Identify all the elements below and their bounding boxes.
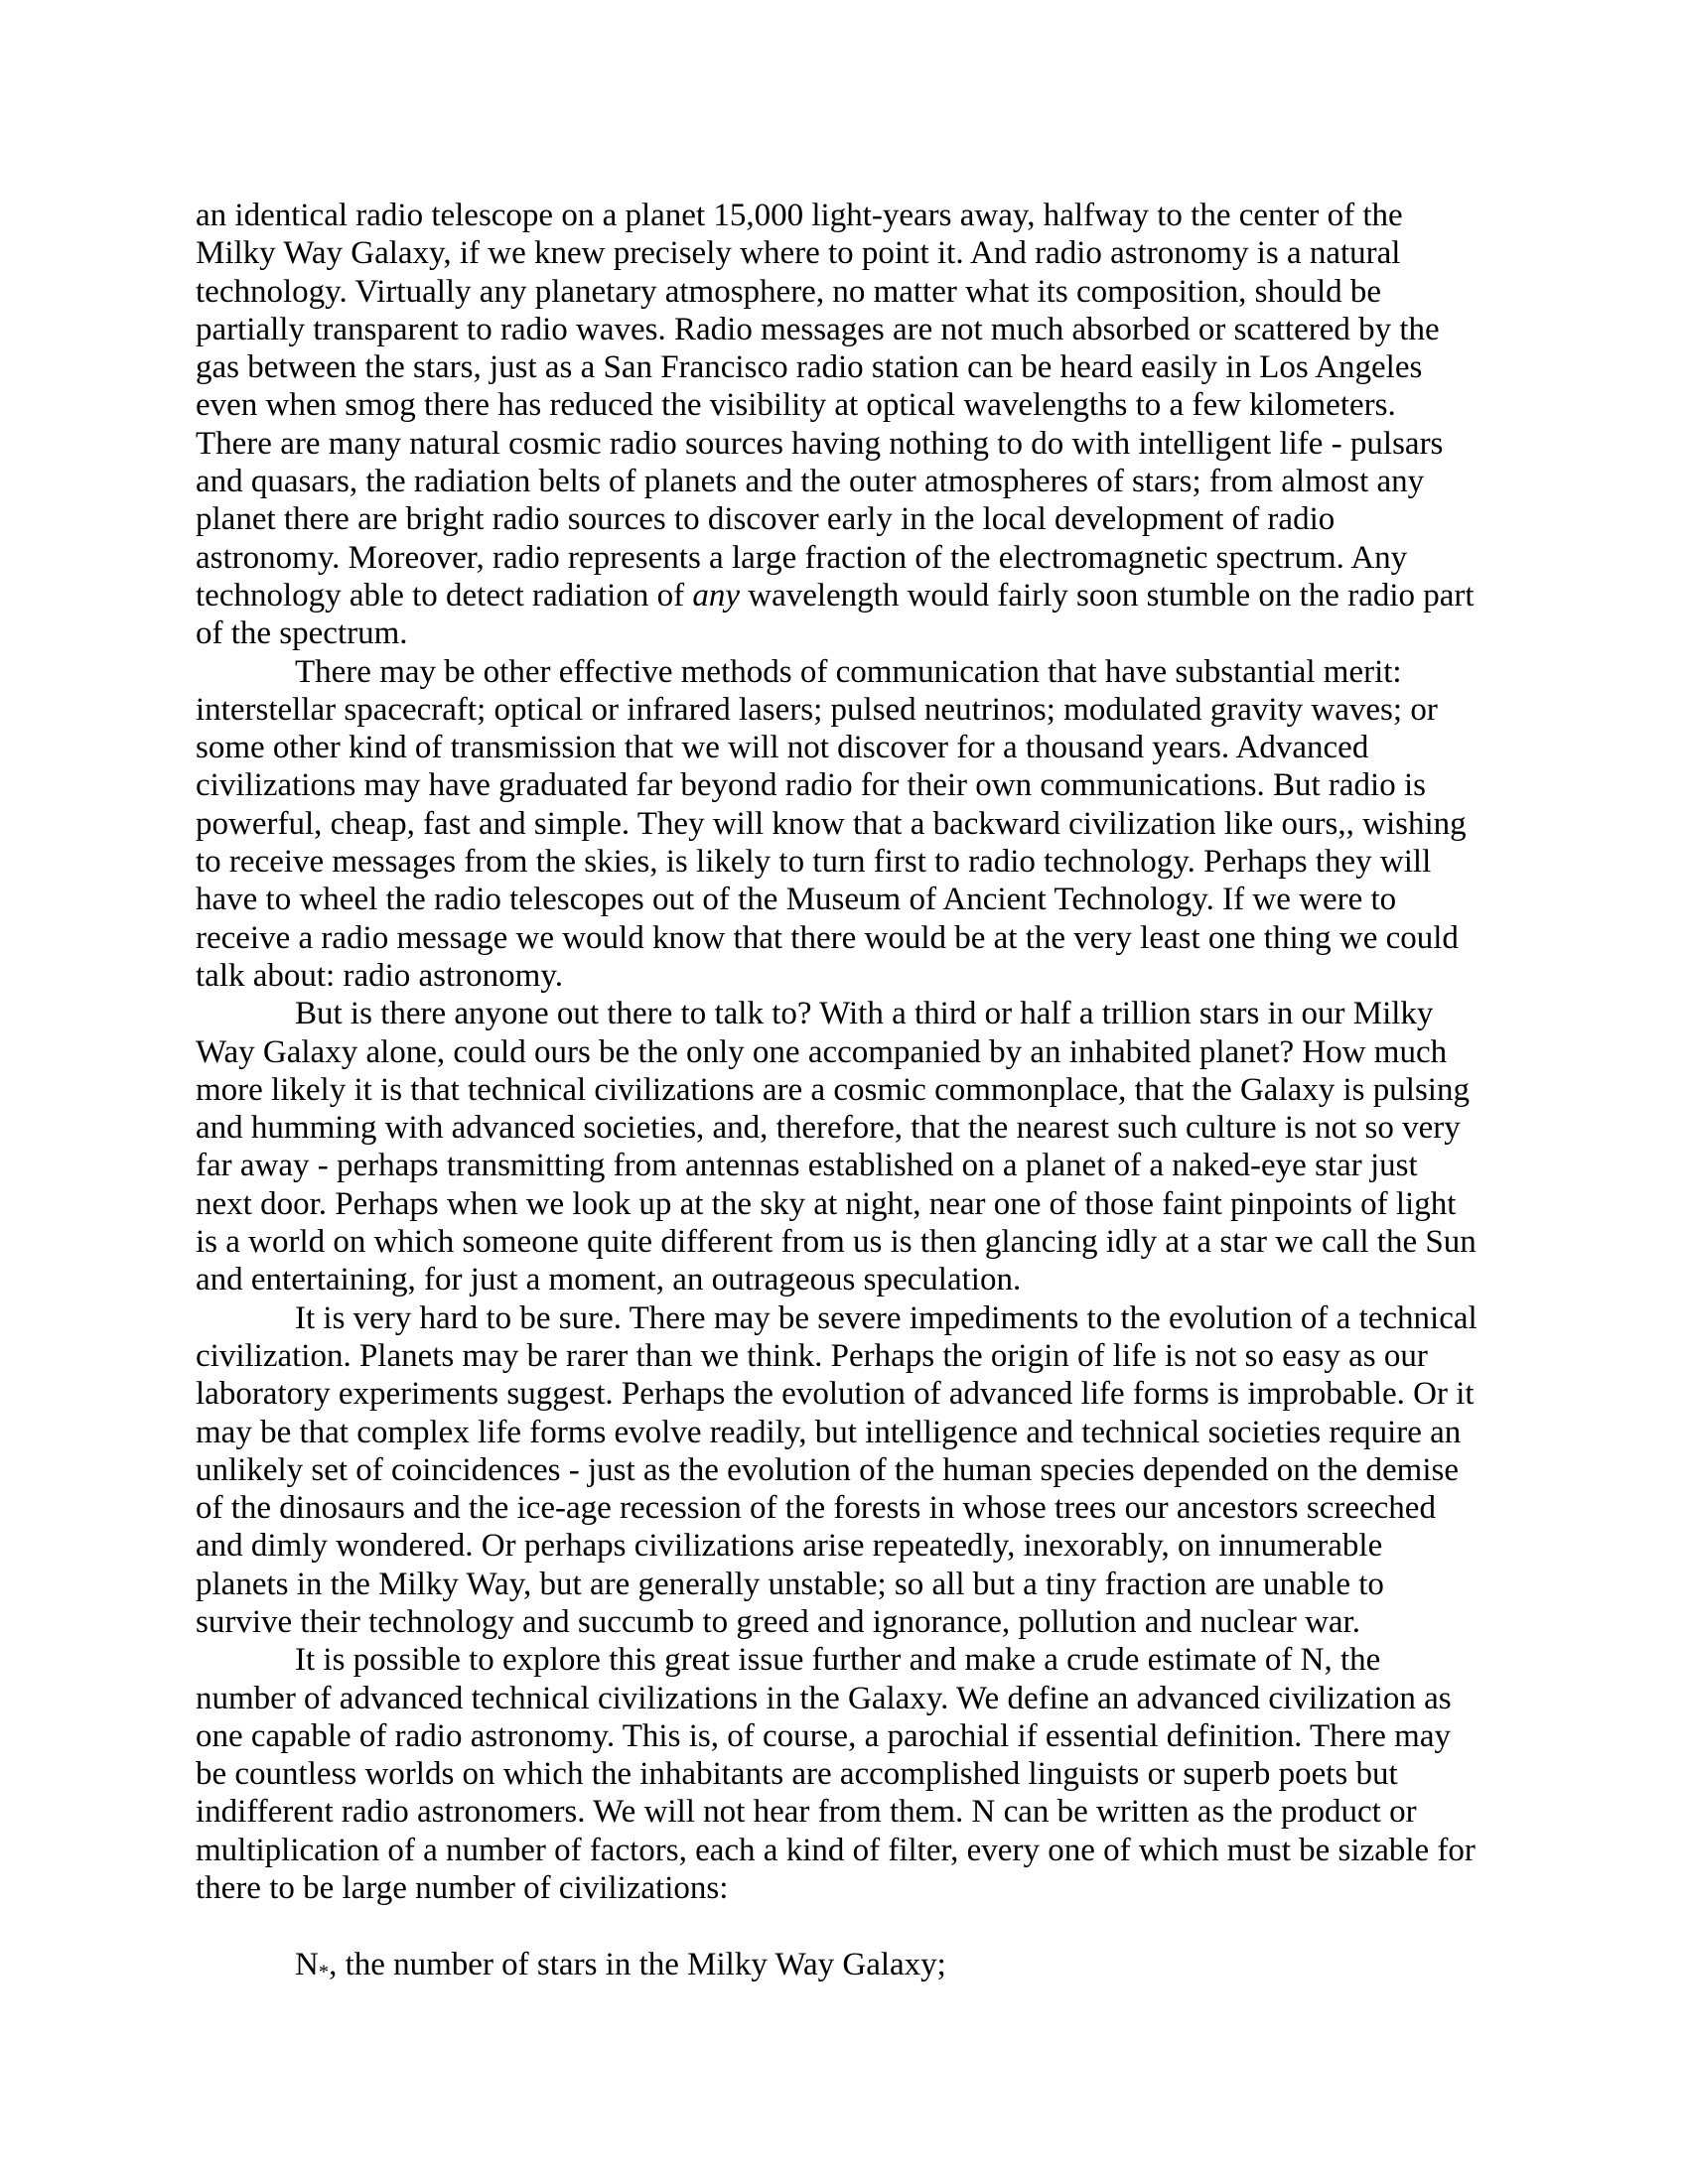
text-line: survive their technology and succumb to greed and ignorance, pollution and nuclear war. (196, 1603, 1360, 1640)
text-line: and quasars, the radiation belts of planets and the outer atmospheres of stars; from almost any (196, 464, 1425, 500)
text-line: laboratory experiments suggest. Perhaps the evolution of advanced life forms is improbable. Or it (196, 1376, 1475, 1413)
paragraph (196, 197, 1506, 653)
text-segment: , the number of stars in the Milky Way Galaxy; (329, 1946, 946, 1982)
text-line: one capable of radio astronomy. This is, of course, a parochial if essential definition. There may (196, 1717, 1451, 1754)
text-line: and humming with advanced societies, and, therefore, that the nearest such culture is not so very (196, 1110, 1461, 1147)
text-line (196, 577, 1506, 614)
paragraph (196, 1641, 1506, 1907)
text-line: may be that complex life forms evolve readily, but intelligence and technical societies require an (196, 1414, 1462, 1450)
text-line (196, 1946, 1506, 1991)
text-line: far away - perhaps transmitting from antennas established on a planet of a naked-eye star just (196, 1148, 1418, 1184)
text-line: next door. Perhaps when we look up at the sky at night, near one of those faint pinpoints of light (196, 1185, 1457, 1222)
text-line: there to be large number of civilizations: (196, 1870, 729, 1907)
text-line: It is possible to explore this great issue further and make a crude estimate of N, the (295, 1642, 1381, 1679)
text-line: planet there are bright radio sources to discover early in the local development of radio (196, 501, 1336, 538)
text-line: of the dinosaurs and the ice-age recession of the forests in whose trees our ancestors screeched (196, 1490, 1436, 1527)
text-segment: wavelength would fairly soon stumble on the radio part (739, 577, 1475, 614)
paragraph (196, 1299, 1506, 1642)
text-line: an identical radio telescope on a planet 15,000 light-years away, halfway to the center of the (196, 198, 1403, 233)
text-line: multiplication of a number of factors, each a kind of filter, every one of which must be sizable for (196, 1832, 1476, 1868)
text-line: indifferent radio astronomers. We will not hear from them. N can be written as the product or (196, 1794, 1417, 1831)
text-segment-sub: * (318, 1960, 330, 1982)
text-line: talk about: radio astronomy. (196, 957, 563, 994)
text-line: Milky Way Galaxy, if we knew precisely where to point it. And radio astronomy is a natural (196, 235, 1401, 272)
text-line: even when smog there has reduced the visibility at optical wavelengths to a few kilometers. (196, 387, 1396, 424)
text-segment-italic: any (692, 577, 740, 614)
paragraph (196, 653, 1506, 996)
text-line: and dimly wondered. Or perhaps civilizations arise repeatedly, inexorably, on innumerable (196, 1528, 1383, 1565)
paragraph (196, 995, 1506, 1298)
text-line: astronomy. Moreover, radio represents a large fraction of the electromagnetic spectrum. Any (196, 539, 1408, 576)
text-block (196, 197, 1506, 1990)
text-line: receive a radio message we would know that there would be at the very least one thing we could (196, 919, 1459, 956)
paragraph (196, 1946, 1506, 1991)
text-line: some other kind of transmission that we will not discover for a thousand years. Advanced (196, 730, 1369, 766)
text-line: partially transparent to radio waves. Radio messages are not much absorbed or scattered by the (196, 311, 1440, 347)
text-line: planets in the Milky Way, but are generally unstable; so all but a tiny fraction are unable to (196, 1566, 1384, 1602)
text-line: There are many natural cosmic radio sources having nothing to do with intelligent life - pulsars (196, 425, 1444, 462)
text-line: have to wheel the radio telescopes out of the Museum of Ancient Technology. If we were to (196, 882, 1397, 918)
text-line: interstellar spacecraft; optical or infrared lasers; pulsed neutrinos; modulated gravity waves; or (196, 691, 1438, 728)
text-line: gas between the stars, just as a San Francisco radio station can be heard easily in Los Angeles (196, 349, 1423, 386)
text-line: to receive messages from the skies, is likely to turn first to radio technology. Perhaps they will (196, 844, 1432, 881)
text-line: unlikely set of coincidences - just as the evolution of the human species depended on the demise (196, 1451, 1459, 1488)
text-line: technology. Virtually any planetary atmosphere, no matter what its composition, should be (196, 273, 1382, 310)
text-line: civilizations may have graduated far beyond radio for their own communications. But radio is (196, 767, 1426, 804)
text-line: of the spectrum. (196, 615, 408, 652)
text-line: powerful, cheap, fast and simple. They will know that a backward civilization like ours,, wishing (196, 805, 1467, 842)
text-segment: N (295, 1946, 319, 1982)
text-line: civilization. Planets may be rarer than we think. Perhaps the origin of life is not so easy as our (196, 1337, 1428, 1374)
text-line: number of advanced technical civilizations in the Galaxy. We define an advanced civilization as (196, 1680, 1452, 1716)
text-line: It is very hard to be sure. There may be severe impediments to the evolution of a technical (295, 1299, 1477, 1336)
text-line: There may be other effective methods of communication that have substantial merit: (295, 653, 1402, 690)
text-line: Way Galaxy alone, could ours be the only one accompanied by an inhabited planet? How much (196, 1033, 1448, 1070)
text-line: is a world on which someone quite different from us is then glancing idly at a star we call the Sun (196, 1224, 1477, 1261)
text-line: more likely it is that technical civilizations are a cosmic commonplace, that the Galaxy is pulsing (196, 1071, 1470, 1108)
text-line: be countless worlds on which the inhabitants are accomplished linguists or superb poets but (196, 1756, 1398, 1793)
text-segment: technology able to detect radiation of (196, 577, 693, 614)
text-line: But is there anyone out there to talk to? With a third or half a trillion stars in our Milky (295, 996, 1434, 1032)
text-line: and entertaining, for just a moment, an outrageous speculation. (196, 1262, 1022, 1298)
